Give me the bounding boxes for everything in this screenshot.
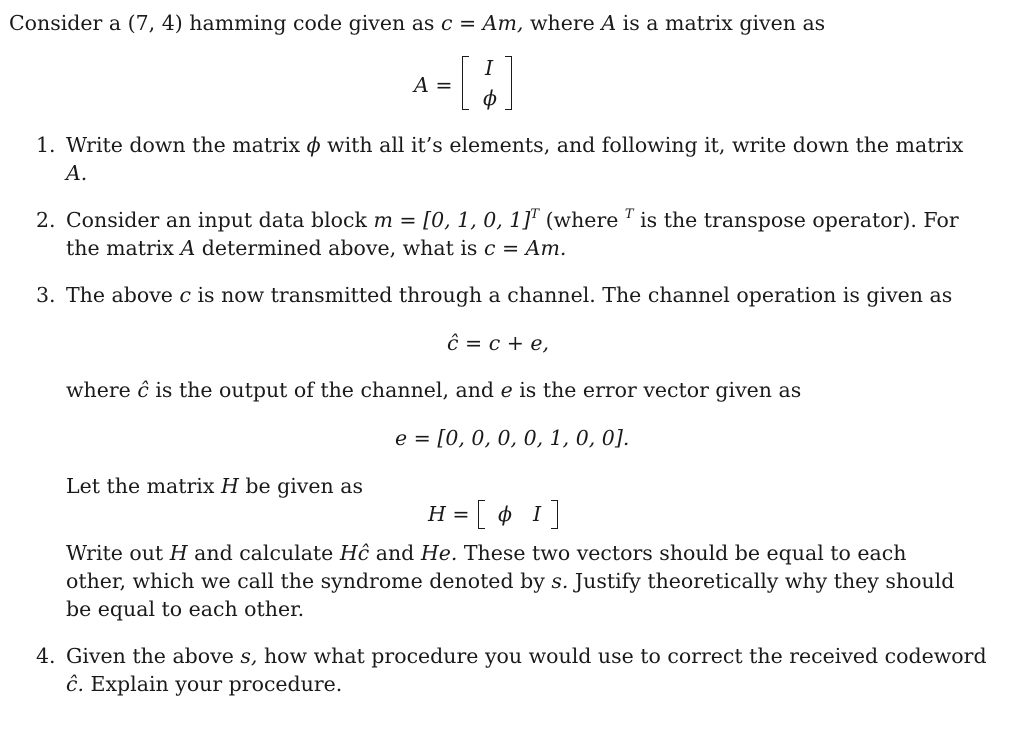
question-2-number: 2.: [36, 208, 56, 232]
q1-text-b: with all it’s elements, and following it, write down the matrix: [327, 133, 964, 157]
question-1-line-2: A.: [66, 161, 88, 185]
q3-error: e: [500, 378, 513, 402]
q3-task-2a: other, which we call the syndrome denoted by: [66, 569, 545, 593]
q3-task-a: Write out: [66, 541, 164, 565]
q3-where: where: [66, 378, 131, 402]
q1-text-a: Write down the matrix: [66, 133, 301, 157]
intro-code-params: (7, 4): [127, 11, 183, 35]
intro-text-2: hamming code given as: [189, 11, 435, 35]
question-2-line-2: [66, 238, 566, 259]
q4-text-b: how what procedure you would use to correct the received codeword: [263, 644, 987, 668]
intro-line: [9, 13, 825, 34]
intro-text: Consider a: [9, 11, 122, 35]
q3-task-Hc: Hĉ: [339, 541, 370, 565]
matrix-h-lhs: H =: [428, 502, 470, 526]
question-2-line-1: [66, 207, 959, 232]
q2-text-b: (where: [545, 208, 619, 232]
q3-task-d: These two vectors should be equal to each: [463, 541, 907, 565]
intro-equation: c = Am,: [440, 11, 524, 35]
q4-text-a: Given the above: [66, 644, 234, 668]
question-4-line-2: [66, 674, 342, 695]
q2-text-d: the matrix: [66, 236, 174, 260]
matrix-h-identity: I: [533, 502, 542, 526]
matrix-a-left-bracket: [462, 56, 469, 110]
q2-text-a: Consider an input data block: [66, 208, 367, 232]
q3-task-2b: Justify theoretically why they should: [574, 569, 955, 593]
q3-task-and: and: [375, 541, 415, 565]
question-1-line-1: [66, 135, 963, 156]
question-3-where-line: [66, 380, 801, 401]
question-3-task-line-3: be equal to each other.: [66, 597, 305, 621]
matrix-a-right-bracket: [505, 56, 512, 110]
channel-equation: ĉ = c + e,: [447, 331, 550, 355]
matrix-h-right-bracket: [551, 500, 558, 529]
q3-syndrome: s.: [551, 569, 569, 593]
q3-where-3: is the error vector given as: [519, 378, 802, 402]
q4-text-d: Explain your procedure.: [90, 672, 343, 696]
q3-task-b: and calculate: [194, 541, 334, 565]
question-4-line-1: [66, 646, 987, 667]
q3-task-He: He.: [420, 541, 458, 565]
question-1-number: 1.: [36, 133, 56, 157]
q2-text-e: determined above, what is: [201, 236, 478, 260]
q2-input-block: m = [0, 1, 0, 1]: [373, 208, 531, 232]
q3-where-2: is the output of the channel, and: [155, 378, 495, 402]
question-4-number: 4.: [36, 644, 56, 668]
error-vector-equation: e = [0, 0, 0, 0, 1, 0, 0].: [395, 426, 630, 450]
q3-let-2: be given as: [245, 474, 363, 498]
question-3-line-1: [66, 285, 952, 306]
intro-matrix-a: A: [601, 11, 617, 35]
intro-where: where: [529, 11, 595, 35]
question-3-task-line-2: [66, 571, 954, 592]
matrix-h-phi: ϕ: [498, 502, 512, 526]
q3-text-b: is now transmitted through a channel. The channel operation is given as: [197, 283, 953, 307]
q2-equation: c = Am.: [483, 236, 567, 260]
matrix-a-identity: I: [485, 56, 494, 80]
q4-syndrome: s,: [240, 644, 258, 668]
matrix-h-left-bracket: [478, 500, 485, 529]
q2-transpose-sup-2: T: [624, 207, 634, 222]
q3-codeword: c: [179, 283, 191, 307]
q2-transpose-sup: T: [530, 207, 540, 222]
intro-tail: is a matrix given as: [622, 11, 826, 35]
q2-text-c: is the transpose operator). For: [640, 208, 959, 232]
q3-let: Let the matrix: [66, 474, 215, 498]
q2-matrix-a: A: [180, 236, 196, 260]
q4-chat: ĉ.: [66, 672, 84, 696]
question-3-let-line: [66, 476, 363, 497]
matrix-a-phi: ϕ: [483, 86, 497, 110]
q3-H: H: [220, 474, 239, 498]
matrix-a-lhs: A =: [414, 73, 453, 97]
q1-phi: ϕ: [306, 133, 321, 157]
q3-task-H: H: [169, 541, 188, 565]
question-3-task-line-1: [66, 543, 906, 564]
question-3-number: 3.: [36, 283, 56, 307]
q3-text-a: The above: [66, 283, 173, 307]
q3-chat: ĉ: [137, 378, 149, 402]
